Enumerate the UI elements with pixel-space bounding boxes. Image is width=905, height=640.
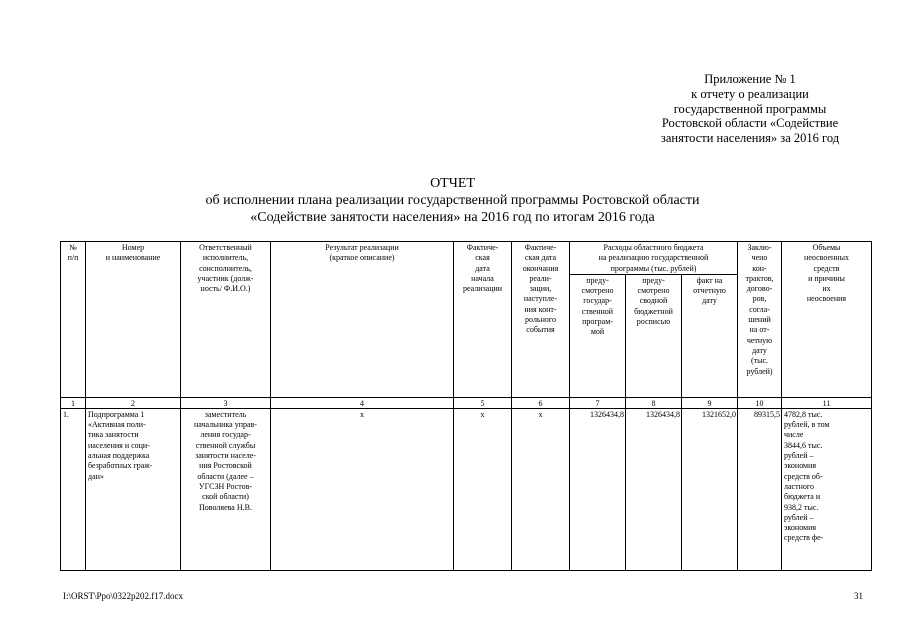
report-subtitle-line2: «Содействие занятости населения» на 2016 год по итогам 2016 года xyxy=(250,210,655,225)
header-budget-program: преду- смотрено государ- ственной програм- мой xyxy=(570,274,626,397)
header-unspent: Объемы неосвоенных средств и причины их неосвоения xyxy=(782,242,872,398)
column-number: 7 xyxy=(570,397,626,408)
header-num: № п/п xyxy=(61,242,86,398)
footer-file-path: I:\ORST\Ppo\0322p202.f17.docx xyxy=(63,591,184,601)
row-budget-list: 1326434,8 xyxy=(626,408,682,570)
header-end-date: Фактиче- ская дата окончания реали- зации, наступле- ния конт- рольного события xyxy=(512,242,570,398)
column-number-row xyxy=(61,397,872,408)
column-number: 4 xyxy=(271,397,454,408)
column-number: 10 xyxy=(738,397,782,408)
header-name: Номер и наименование xyxy=(86,242,181,398)
header-start-date: Фактиче- ская дата начала реализации xyxy=(454,242,512,398)
header-result: Результат реализации (краткое описание) xyxy=(271,242,454,398)
table-row xyxy=(61,408,872,570)
header-budget: Расходы областного бюджета на реализацию государственной программы (тыс. рублей) xyxy=(570,242,738,275)
column-number: 1 xyxy=(61,397,86,408)
header-contracts: Заклю- чено кон- трактов, догово- ров, согла- шений на от- четную дату (тыс. рублей) xyxy=(738,242,782,398)
footer-page-number: 31 xyxy=(854,591,863,601)
appendix-line: государственной программы xyxy=(673,101,827,116)
header-budget-fact: факт на отчетную дату xyxy=(682,274,738,397)
column-number: 3 xyxy=(181,397,271,408)
row-num: 1. xyxy=(61,408,86,570)
column-number: 2 xyxy=(86,397,181,408)
report-table xyxy=(60,241,872,571)
column-number: 6 xyxy=(512,397,570,408)
header-row xyxy=(61,242,872,275)
row-unspent: 4782,8 тыс. рублей, в том числе 3844,6 тыс. рублей – экономия средств об- ластного бюджета и 938,2 тыс. рублей – экономия средств фе- xyxy=(782,408,872,570)
row-start-date: х xyxy=(454,408,512,570)
row-end-date: х xyxy=(512,408,570,570)
column-number: 11 xyxy=(782,397,872,408)
header-executor: Ответственный исполнитель, соисполнитель, участник (долж- ность/ Ф.И.О.) xyxy=(181,242,271,398)
appendix-line: Приложение № 1 xyxy=(704,72,796,86)
row-executor: заместитель начальника управ- ления государ- ственной службы занятости населе- ния Ростовской области (далее – УГСЗН Ростов- ской области) Поволяева Н.В. xyxy=(181,408,271,570)
header-budget-list: преду- смотрено сводной бюджетной росписью xyxy=(626,274,682,397)
column-number: 8 xyxy=(626,397,682,408)
row-budget-program: 1326434,8 xyxy=(570,408,626,570)
appendix-line: к отчету о реализации xyxy=(691,86,809,101)
appendix-line: занятости населения» за 2016 год xyxy=(660,131,840,146)
column-number: 9 xyxy=(682,397,738,408)
appendix-block xyxy=(600,72,900,146)
column-number: 5 xyxy=(454,397,512,408)
appendix-line: Ростовской области «Содействие xyxy=(661,116,839,131)
row-contracts: 89315,5 xyxy=(738,408,782,570)
row-result: х xyxy=(271,408,454,570)
row-name: Подпрограмма 1 «Активная поли- тика занятости населения и соци- альная поддержка безработных граж- дан» xyxy=(86,408,181,570)
report-title: ОТЧЕТ xyxy=(430,176,475,191)
report-subtitle-line1: об исполнении плана реализации государственной программы Ростовской области xyxy=(205,193,700,208)
row-budget-fact: 1321652,0 xyxy=(682,408,738,570)
